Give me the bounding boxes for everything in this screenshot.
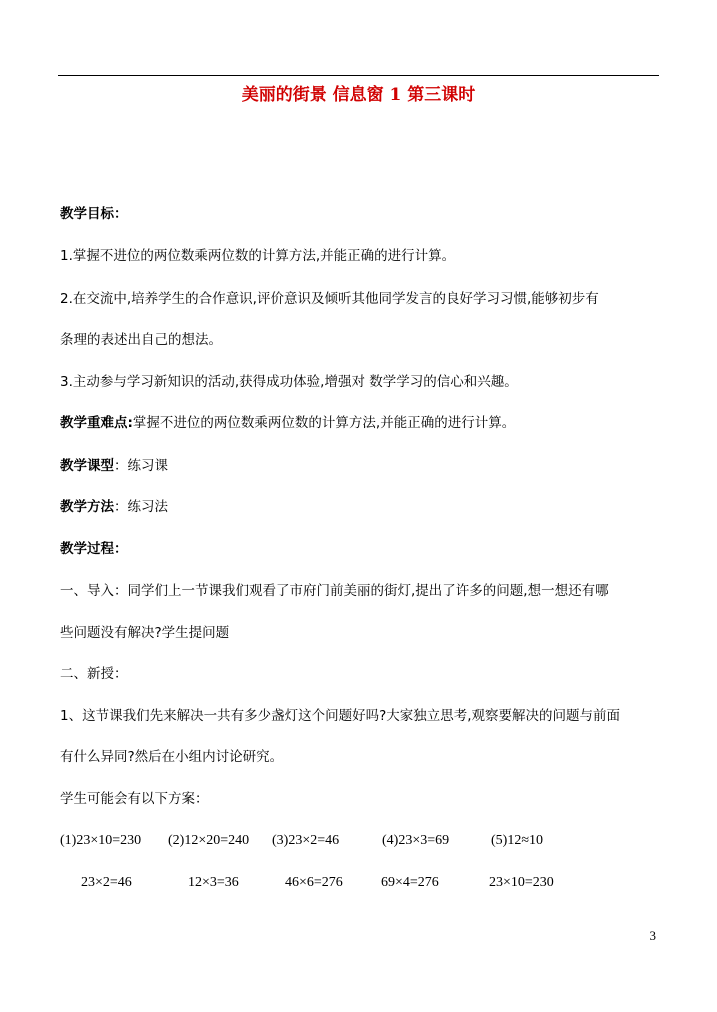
- objective-2-line-2: 条理的表述出自己的想法。: [60, 332, 222, 348]
- page-number: 3: [649, 928, 656, 943]
- new-lesson-line-1: 1、这节课我们先来解决一共有多少盏灯这个问题好吗?大家独立思考,观察要解决的问题与前面: [60, 708, 621, 724]
- objective-1: 1.掌握不进位的两位数乘两位数的计算方法,并能正确的进行计算。: [60, 248, 456, 264]
- solution-3-step-1: (3)23×2=46: [272, 833, 340, 848]
- teaching-method: [60, 497, 168, 517]
- intro-line-1: 一、导入：同学们上一节课我们观看了市府门前美丽的街灯,提出了许多的问题,想一想还有哪: [60, 583, 609, 599]
- solution-2-step-2: 12×3=36: [188, 875, 239, 890]
- solution-2-step-1: (2)12×20=240: [168, 833, 250, 848]
- lesson-type: [60, 456, 168, 476]
- key-points-label: 教学重难点:: [60, 415, 133, 431]
- solution-1-step-1: (1)23×10=230: [60, 833, 142, 848]
- objective-2-line-1: 2.在交流中,培养学生的合作意识,评价意识及倾听其他同学发言的良好学习习惯,能够初步有: [60, 291, 599, 307]
- key-points-text: 掌握不进位的两位数乘两位数的计算方法,并能正确的进行计算。: [132, 415, 516, 431]
- new-lesson-heading: 二、新授：: [60, 666, 128, 682]
- page-title: 美丽的街景 信息窗 1 第三课时: [241, 85, 476, 105]
- new-lesson-line-2: 有什么异同?然后在小组内讨论研究。: [60, 749, 284, 765]
- process-heading: 教学过程：: [60, 541, 128, 557]
- solution-5-step-2: 23×10=230: [489, 875, 554, 890]
- lesson-type-text: ：练习课: [114, 458, 168, 474]
- objective-3: 3.主动参与学习新知识的活动,获得成功体验,增强对 数学学习的信心和兴趣。: [60, 374, 518, 390]
- solution-4-step-1: (4)23×3=69: [382, 833, 450, 848]
- key-points: [60, 413, 515, 433]
- header-rule: [58, 75, 659, 76]
- teaching-method-text: ：练习法: [114, 499, 168, 515]
- solution-4-step-2: 69×4=276: [381, 875, 439, 890]
- intro-line-2: 些问题没有解决?学生提问题: [60, 625, 230, 641]
- solution-5-step-1: (5)12≈10: [491, 833, 544, 848]
- solution-3-step-2: 46×6=276: [285, 875, 343, 890]
- teaching-method-label: 教学方法: [60, 499, 114, 515]
- lesson-type-label: 教学课型: [60, 458, 114, 474]
- objectives-heading: 教学目标：: [60, 206, 128, 222]
- solution-1-step-2: 23×2=46: [81, 875, 132, 890]
- new-lesson-line-3: 学生可能会有以下方案：: [60, 791, 209, 807]
